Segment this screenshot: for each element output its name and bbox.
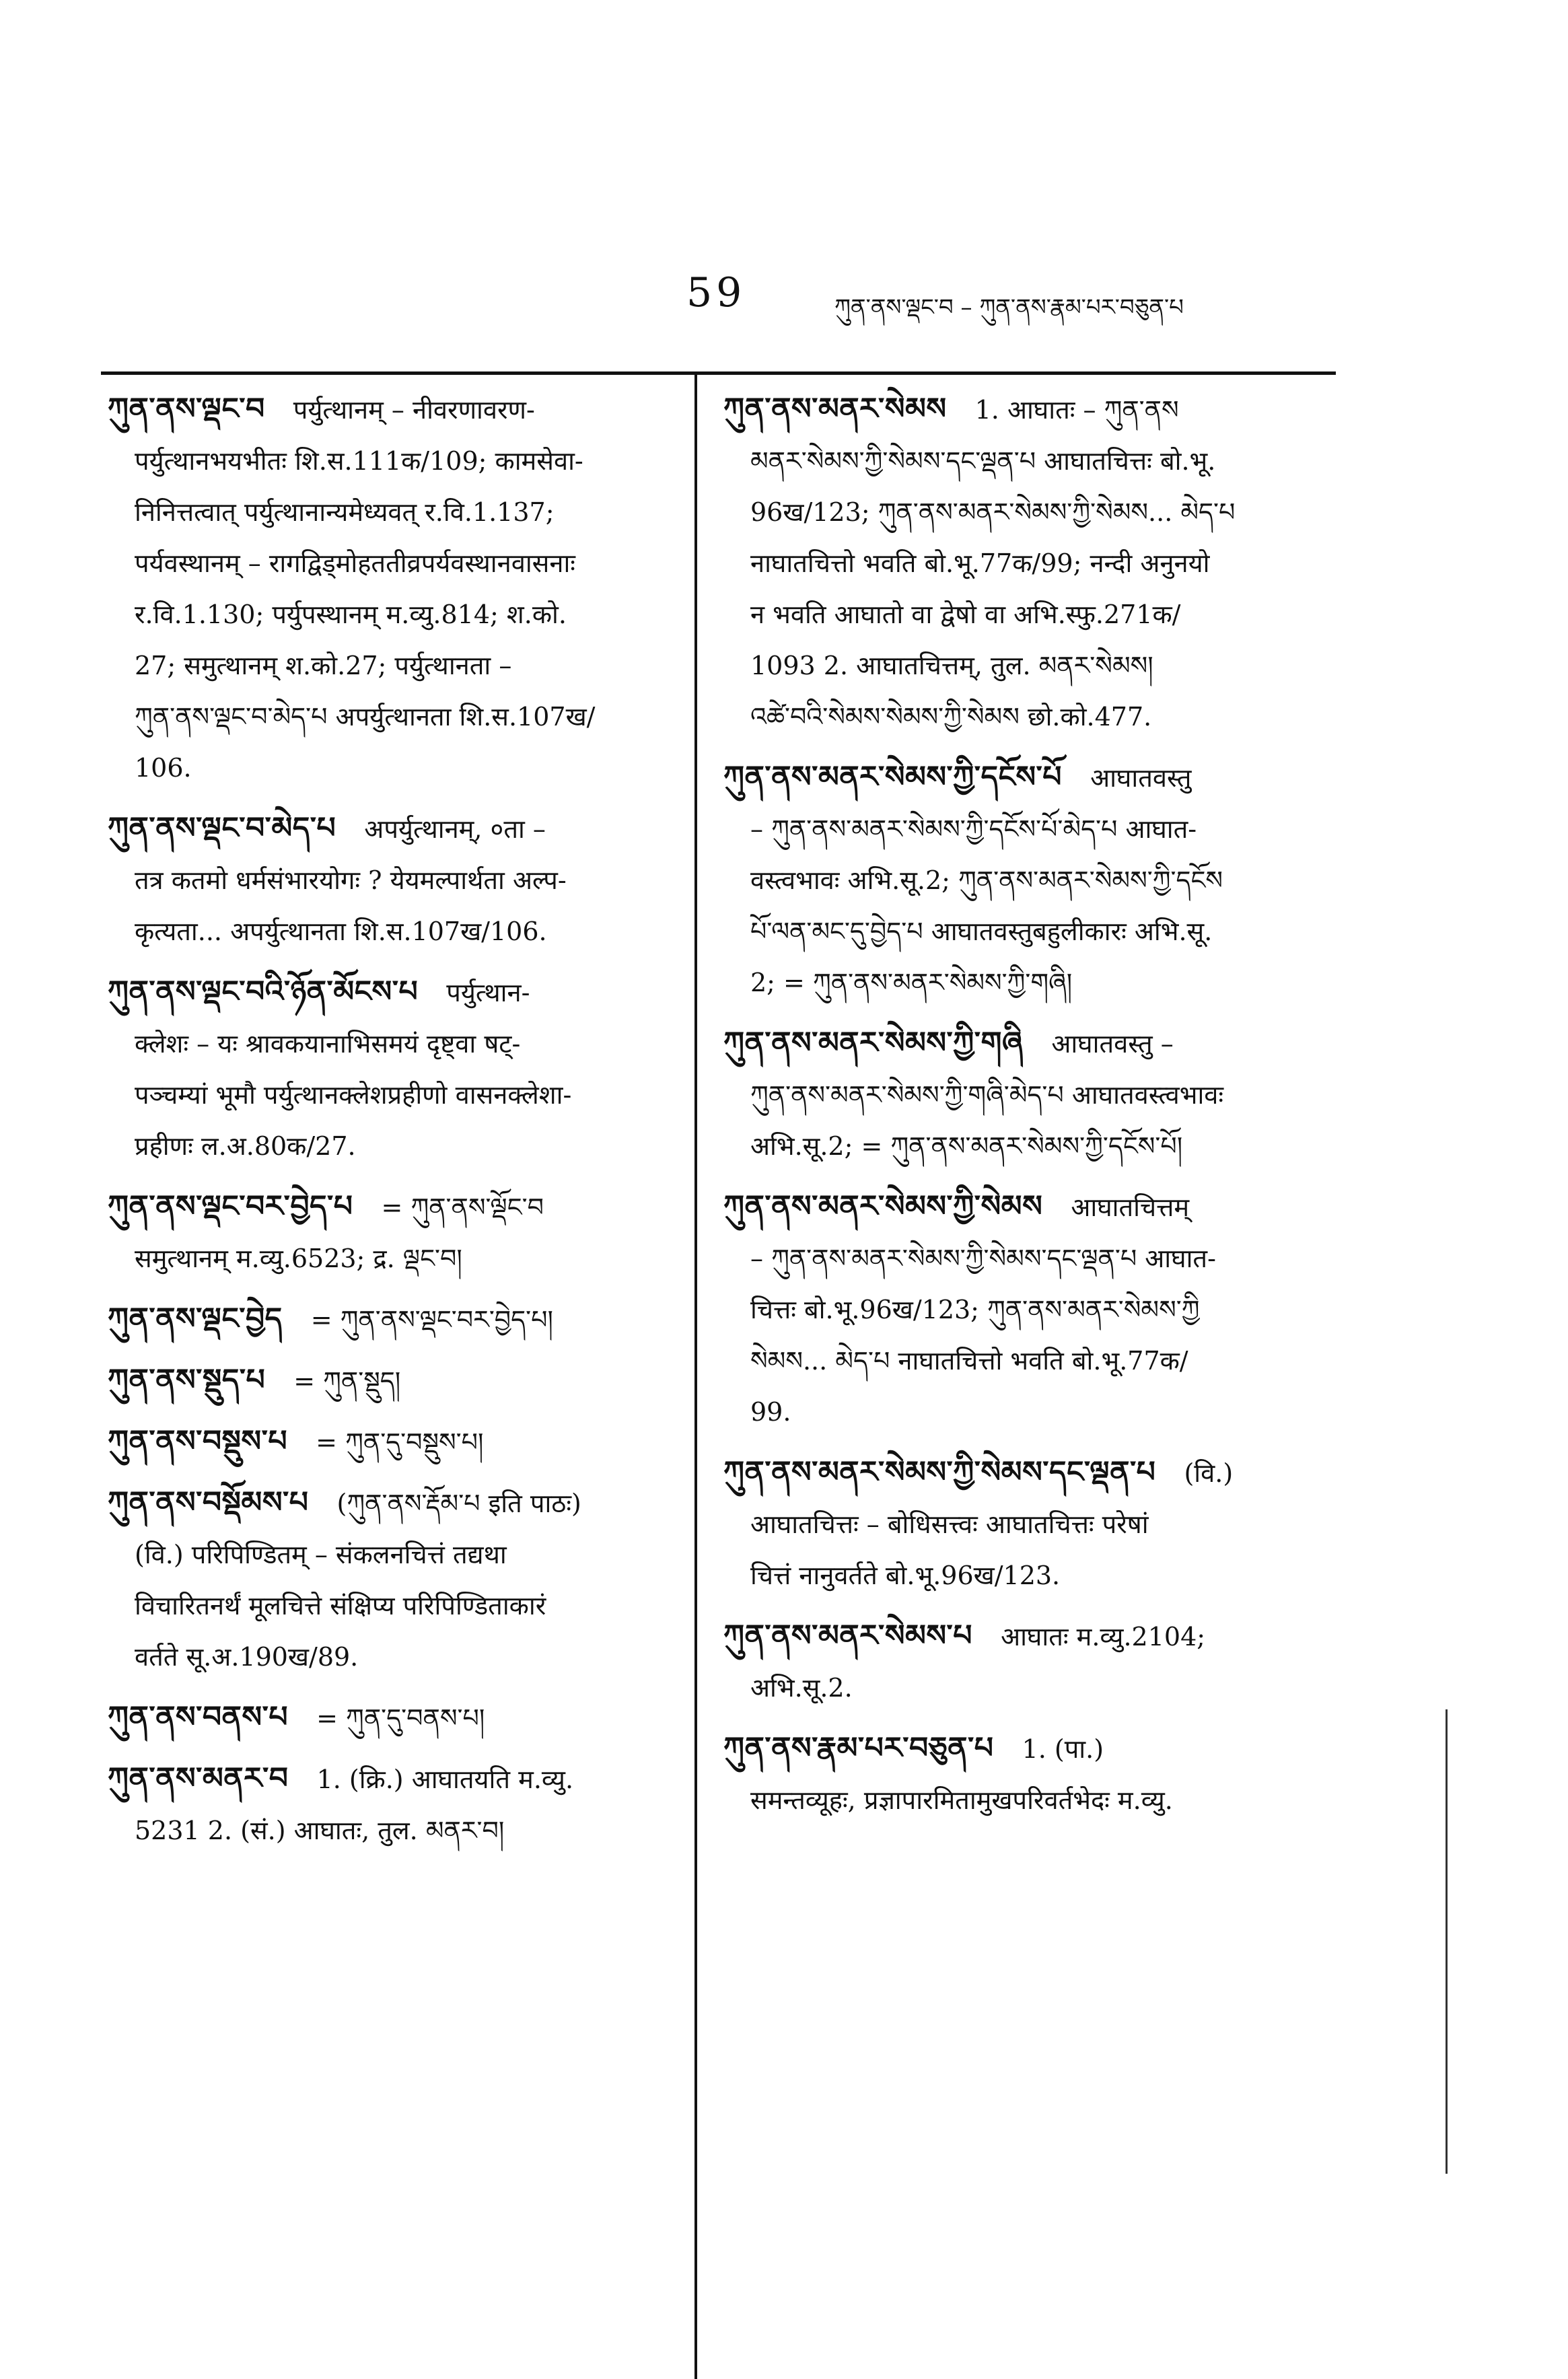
- entry-line: कृत्यता... अपर्युत्थानता शि.स.107ख/106.: [135, 917, 547, 946]
- dictionary-entry: [108, 1416, 700, 1468]
- dictionary-entry: [723, 752, 1329, 1008]
- entry-line: 99.: [750, 1397, 791, 1427]
- entry-headword: ཀུན་ནས་ལྡང་བ་མེད་པ: [108, 811, 336, 845]
- entry-line: (वि.) परिपिण्डितम् – संकलनचित्तं तद्यथा: [135, 1540, 507, 1569]
- entry-line: निनित्तत्वात् पर्युत्थानान्यमेध्यवत् र.वि.1.137;: [135, 497, 555, 527]
- dictionary-entry: [108, 1692, 700, 1744]
- entry-line: आघातचित्तम्: [1063, 1193, 1190, 1222]
- entry-line: तत्र कतमो धर्मसंभारयोगः ? येयमल्पार्थता अल्प-: [135, 865, 567, 895]
- entry-line: वर्तते सू.अ.190ख/89.: [135, 1642, 359, 1672]
- entry-line: पर्युत्थानभयभीतः शि.स.111क/109; कामसेवा-: [135, 446, 583, 476]
- entry-headword: ཀུན་ནས་སྡུད་པ: [108, 1363, 266, 1397]
- dictionary-entry: [723, 384, 1329, 742]
- dictionary-entry: [723, 1018, 1329, 1172]
- entry-line: पर्यवस्थानम् – रागद्विड्मोहततीव्रपर्यवस्थानवासनाः: [135, 548, 575, 578]
- entry-line: = ཀུན་དུ་བསྡུས་པ།: [308, 1427, 484, 1457]
- page-header: [101, 269, 1332, 330]
- dictionary-entry: [108, 803, 700, 957]
- entry-headword: ཀུན་ནས་བསྡུས་པ: [108, 1424, 288, 1458]
- entry-headword: ཀུན་ནས་ལྡང་བའི་ཉོན་མོངས་པ: [108, 974, 419, 1009]
- dictionary-entry: [108, 1753, 700, 1856]
- entry-headword: ཀུན་ནས་མནར་བ: [108, 1761, 289, 1796]
- entry-line: 1. आघातः – ཀུན་ནས: [966, 395, 1179, 425]
- entry-line: र.वि.1.130; पर्युपस्थानम् म.व्यु.814; श.को.: [135, 600, 567, 629]
- entry-line: (ཀུན་ནས་རྡོམ་པ इति पाठः): [328, 1489, 581, 1518]
- entry-line: आघातवस्तु –: [1043, 1029, 1174, 1059]
- entry-line: 1. (पा.): [1013, 1734, 1104, 1764]
- dictionary-entry: [723, 1181, 1329, 1437]
- entry-line: चित्तः बो.भू.96ख/123; ཀུན་ནས་མནར་སེམས་ཀྱི: [750, 1295, 1200, 1324]
- entry-line: समुत्थानम् म.व्यु.6523; द्र. ལྡང་བ།: [135, 1244, 462, 1273]
- entry-line: पर्युत्थानम् – नीवरणावरण-: [285, 395, 535, 425]
- dictionary-entry: [108, 966, 700, 1172]
- entry-headword: ཀུན་ནས་བསྡོམས་པ: [108, 1485, 309, 1520]
- entry-headword: ཀུན་ནས་མནར་སེམས་ཀྱི་སེམས་དང་ལྡན་པ: [723, 1455, 1156, 1489]
- entry-line: 2; = ཀུན་ནས་མནར་སེམས་ཀྱི་གཞི།: [750, 968, 1073, 997]
- entry-line: པོ་ལན་མང་དུ་བྱེད་པ आघातवस्तुबहुलीकारः अभि.सू.: [750, 917, 1213, 946]
- entry-headword: ཀུན་ནས་མནར་སེམས་ཀྱི་སེམས: [723, 1189, 1043, 1223]
- entry-line: प्रहीणः ल.अ.80क/27.: [135, 1131, 356, 1161]
- running-head: ཀུན་ནས་ལྡང་བ – ཀུན་ནས་རྣམ་པར་བཅུན་པ: [834, 294, 1184, 321]
- dictionary-entry: [723, 1447, 1329, 1601]
- dictionary-entry: [108, 1477, 700, 1682]
- entry-headword: ཀུན་ནས་མནར་སེམས་ཀྱི་དངོས་པོ: [723, 760, 1062, 794]
- dictionary-entry: [108, 1355, 700, 1407]
- entry-line: = ཀུན་སྡུད།: [285, 1366, 401, 1396]
- entry-headword: ཀུན་ནས་བནས་པ: [108, 1700, 289, 1734]
- entry-line: = ཀུན་ནས་ལྡོང་བ: [373, 1193, 544, 1222]
- entry-line: མནར་སེམས་ཀྱི་སེམས་དང་ལྡན་པ आघातचित्तः बो.भू.: [750, 446, 1216, 476]
- header-rule: [101, 371, 1336, 375]
- left-column: [108, 384, 700, 1866]
- entry-line: आघातचित्तः – बोधिसत्त्वः आघातचित्तः परेषां: [750, 1510, 1149, 1539]
- entry-line: = ཀུན་དུ་བནས་པ།: [308, 1703, 485, 1733]
- entry-line: – ཀུན་ནས་མནར་སེམས་ཀྱི་དངོས་པོ་མེད་པ आघात-: [750, 814, 1197, 844]
- entry-headword: ཀུན་ནས་ལྡང་བར་བྱེད་པ: [108, 1189, 353, 1223]
- entry-line: नाघातचित्तो भवति बो.भू.77क/99; नन्दी अनुनयो: [750, 548, 1210, 578]
- right-column: [723, 384, 1329, 1835]
- entry-line: 5231 2. (सं.) आघातः, तुल. མནར་བ།: [135, 1816, 505, 1845]
- entry-line: 1093 2. आघातचित्तम्, तुल. མནར་སེམས།: [750, 651, 1153, 680]
- dictionary-entry: [108, 1181, 700, 1284]
- entry-headword: ཀུན་ནས་མནར་སེམས་ཀྱི་གཞི: [723, 1026, 1024, 1060]
- entry-line: – ཀུན་ནས་མནར་སེམས་ཀྱི་སེམས་དང་ལྡན་པ आघात-: [750, 1244, 1216, 1273]
- entry-line: अपर्युत्थानम्, ०ता –: [356, 814, 546, 844]
- entry-line: पञ्चम्यां भूमौ पर्युत्थानक्लेशप्रहीणो वासनक्लेशा-: [135, 1080, 572, 1110]
- entry-line: ཀུན་ནས་མནར་སེམས་ཀྱི་གཞི་མེད་པ आघातवस्त्वभावः: [750, 1080, 1224, 1110]
- margin-line: [1446, 1709, 1448, 2174]
- entry-line: आघातः म.व्यु.2104;: [992, 1622, 1206, 1652]
- entry-line: विचारितनर्थं मूलचित्ते संक्षिप्य परिपिण्डिताकारं: [135, 1591, 546, 1621]
- entry-line: क्लेशः – यः श्रावकयानाभिसमयं दृष्ट्वा षट्-: [135, 1029, 521, 1059]
- entry-headword: ཀུན་ནས་མནར་སེམས་པ: [723, 1619, 972, 1653]
- entry-headword: ཀུན་ནས་ལྡང་བ: [108, 392, 265, 426]
- entry-line: འཚེ་བའི་སེམས་སེམས་ཀྱི་སེམས छो.को.477.: [750, 702, 1152, 732]
- dictionary-entry: [108, 1293, 700, 1345]
- entry-line: = ཀུན་ནས་ལྡང་བར་བྱེད་པ།: [302, 1305, 553, 1335]
- entry-line: 106.: [135, 753, 192, 783]
- entry-headword: ཀུན་ནས་མནར་སེམས: [723, 392, 947, 426]
- dictionary-entry: [723, 1723, 1329, 1826]
- entry-line: ཀུན་ནས་ལྡང་བ་མེད་པ अपर्युत्थानता शि.स.107ख/: [135, 702, 596, 732]
- entry-line: समन्तव्यूहः, प्रज्ञापारमितामुखपरिवर्तभेदः म.व्यु.: [750, 1785, 1173, 1815]
- entry-line: वस्त्वभावः अभि.सू.2; ཀུན་ནས་མནར་སེམས་ཀྱི་དངོས: [750, 865, 1223, 895]
- entry-line: चित्तं नानुवर्तते बो.भू.96ख/123.: [750, 1561, 1061, 1590]
- entry-headword: ཀུན་ནས་ལྡང་བྱེད: [108, 1302, 283, 1336]
- entry-line: अभि.सू.2.: [750, 1673, 853, 1703]
- entry-headword: ཀུན་ནས་རྣམ་པར་བཅུན་པ: [723, 1731, 994, 1765]
- entry-line: पर्युत्थान-: [438, 978, 530, 1007]
- entry-line: न भवति आघातो वा द्वेषो वा अभि.स्फु.271क/: [750, 600, 1181, 629]
- dictionary-entry: [108, 384, 700, 793]
- entry-line: སེམས... མེད་པ नाघातचित्तो भवति बो.भू.77क/: [750, 1346, 1188, 1376]
- entry-line: 27; समुत्थानम् श.को.27; पर्युत्थानता –: [135, 651, 512, 680]
- entry-line: अभि.सू.2; = ཀུན་ནས་མནར་སེམས་ཀྱི་དངོས་པོ།: [750, 1131, 1183, 1161]
- entry-line: आघातवस्तु: [1082, 763, 1192, 793]
- dictionary-entry: [723, 1610, 1329, 1713]
- entry-line: 96ख/123; ཀུན་ནས་མནར་སེམས་ཀྱི་སེམས... མེད་པ: [750, 497, 1236, 527]
- entry-line: (वि.): [1176, 1458, 1234, 1488]
- page-number: 59: [686, 269, 746, 316]
- entry-line: 1. (क्रि.) आघातयति म.व्यु.: [308, 1765, 574, 1794]
